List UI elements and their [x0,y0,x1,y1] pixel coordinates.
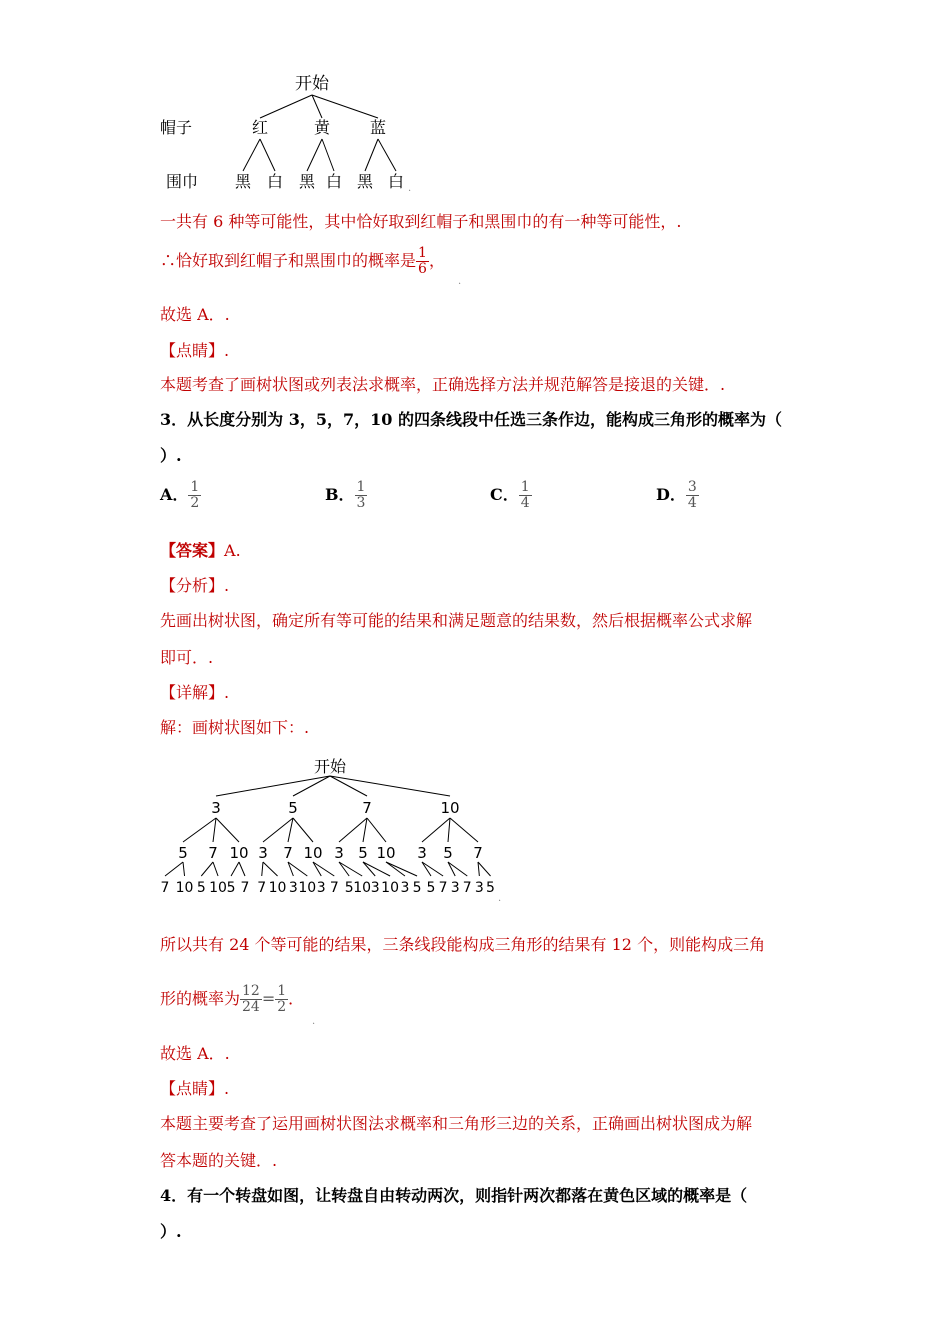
tree2-level3-node: 5 [196,880,206,896]
tree2-level3-node: 7 [438,880,448,896]
tree1-branch [260,95,312,118]
tree1-hat-node: 红 [251,118,269,137]
tree2-branch [363,818,367,842]
dianjing-text: 本题考查了画树状图或列表法求概率，正确选择方法并规范解答是接退的关键．. [160,375,726,394]
tree2-level2-node: 7 [283,844,293,862]
tree2-branch [448,818,450,842]
option-c: C． $\frac{1}{4}$ [490,479,530,511]
tree2-branch [213,862,218,876]
tree2-branch [165,862,183,876]
tree2-level3-node: 10 [381,880,399,896]
tree2-level3-node: 7 [329,880,339,896]
tree2-branch [239,862,245,876]
result-line-1: 所以共有 24 个等可能的结果，三条线段能构成三角形的结果有 12 个，则能构成三角 [160,935,766,954]
tree2-branch [450,818,478,842]
tree2-branch [216,818,239,842]
answer-line [160,541,241,561]
question-3-stem: 3．从长度分别为 3，5，7，10 的四条线段中任选三条作边，能构成三角形的概率为（ [160,410,782,429]
tree2-branch [367,818,386,842]
tree2-level3-node: 10 [298,880,317,896]
tree2-level3-node: 3 [288,880,298,896]
tree2-level2-node: 3 [334,844,344,862]
answer-value: A. [224,541,241,560]
tree2-level2-node: 3 [258,844,268,862]
tree1-hat-node: 蓝 [369,118,387,137]
tree2-level3-node: 5 [426,880,436,896]
tree2-level3-node: 3 [400,880,410,896]
question-4-stem-end: ）. [160,1222,182,1241]
probability-statement: ∴恰好取到红帽子和黑围巾的概率是 $\frac{1}{6}$ ， [160,245,445,277]
option-b: B． $\frac{1}{3}$ [325,479,366,511]
result-dianjing-line-1: 本题主要考查了运用画树状图法求概率和三角形三边的关系，正确画出树状图成为解 [160,1114,753,1133]
tree2-branch [422,862,431,876]
tree2-level3-node: 10 [209,880,227,896]
tree2-level3-node: 10 [175,880,194,896]
explanation-line-1: 一共有 6 种等可能性，其中恰好取到红帽子和黑围巾的有一种等可能性，. [160,212,682,231]
tree2-branch [183,862,185,876]
probability-statement-text: ∴恰好取到红帽子和黑围巾的概率是 [160,251,417,270]
tree2-level3-node: 3 [474,880,484,896]
result-choice: 故选 A．. [160,1044,230,1063]
tree-diagram-hat-scarf [150,65,440,195]
tree2-branch [231,862,239,876]
tree2-branch [213,818,216,842]
result-dianjing-line-2: 答本题的关键．. [160,1151,278,1170]
tree2-level3-node: 5 [226,880,236,896]
tree2-level2-node: 3 [417,844,427,862]
tree2-branch [183,818,216,842]
analysis-line-1: 先画出树状图，确定所有等可能的结果和满足题意的结果数，然后根据概率公式求解 [160,611,753,630]
tree1-level1-label: 帽子 [160,118,193,137]
tree2-branch [313,862,334,876]
tree2-level3-node: 3 [316,880,326,896]
tree2-branch [448,862,467,876]
detail-label: 【详解】. [160,683,230,702]
tree2-level3-node: 5 [412,880,422,896]
tree2-level3-node: 10 [268,880,287,896]
analysis-line-2: 即可．. [160,648,214,667]
result-dianjing-label: 【点睛】. [160,1079,230,1098]
tree1-branch [378,139,396,171]
tree2-level2-node: 10 [229,844,249,862]
tree2-branch [478,862,491,876]
tree2-branch [363,862,390,876]
tree2-branch [478,862,479,876]
question-4-stem: 4．有一个转盘如图，让转盘自由转动两次，则指针两次都落在黄色区域的概率是（ [160,1186,748,1205]
tree2-level2-node: 5 [178,844,188,862]
tree2-branch [313,862,321,876]
analysis-label: 【分析】. [160,576,230,595]
tree2-level1-node: 10 [440,799,460,817]
tree2-level2-node: 5 [443,844,453,862]
tree1-scarf-node: 白 [387,172,405,191]
fraction-one-sixth: $\frac{1}{6}$ [418,245,427,277]
tree2-branch [422,818,450,842]
tree2-branch [339,818,367,842]
tree2-level2-node: 7 [208,844,218,862]
tree2-level2-node: 10 [303,844,323,862]
tree1-hat-node: 黄 [313,118,331,137]
tree1-branch [312,95,378,118]
tree1-branch [260,139,275,171]
tree2-level3-node: 7 [257,880,267,896]
tree1-level2-label: 围巾 [166,172,199,191]
tree1-branch [307,139,322,171]
tree2-level1-node: 5 [288,799,298,817]
tree2-branch [262,862,263,876]
tree1-root: 开始 [295,74,329,94]
tree2-branch [293,818,313,842]
tree1-scarf-node: 黑 [234,172,252,191]
tree2-level3-node: 5 [486,880,495,896]
tree2-branch [363,862,375,876]
tree1-branch [365,139,378,171]
tree2-branch [201,862,213,876]
tree1-scarf-node: 白 [266,172,284,191]
tree1-scarf-node: 黑 [298,172,316,191]
tree1-scarf-node: 黑 [356,172,374,191]
tree2-level3-node: 3 [370,880,380,896]
tree1-scarf-node: 白 [325,172,343,191]
tree2-level3-node: 7 [462,880,472,896]
result-probability: 形的概率为 $\frac{12}{24}$ = $\frac{1}{2}$ ． [160,983,305,1015]
choice-line: 故选 A．. [160,305,230,324]
answer-label: 【答案】 [160,541,225,560]
detail-intro: 解：画树状图如下：. [160,718,310,737]
tree2-branch [263,862,278,876]
tree-diagram-segments [150,750,510,900]
tree2-level2-node: 7 [473,844,483,862]
option-d: D． $\frac{3}{4}$ [656,479,697,511]
tree2-branch [422,862,443,876]
tree2-level1-node: 3 [211,799,221,817]
question-3-stem-end: ）. [160,446,182,465]
dianjing-label: 【点睛】. [160,341,230,360]
tree1-branch [322,139,334,171]
tree2-level3-node: 7 [240,880,250,896]
tree2-branch [339,862,362,876]
tree2-level2-node: 10 [376,844,396,862]
tree2-level3-node: 3 [450,880,460,896]
tree2-level1-node: 7 [362,799,372,817]
tree2-root: 开始 [313,757,347,776]
tree2-level3-node: 7 [160,880,170,896]
option-a: A． $\frac{1}{2}$ [160,479,200,511]
tree2-level3-node: 5 [344,880,354,896]
tree2-branch [339,862,349,876]
tree2-level2-node: 5 [358,844,368,862]
tree2-branch [216,776,330,796]
tree1-branch [243,139,260,171]
tree2-level3-node: 10 [353,880,372,896]
